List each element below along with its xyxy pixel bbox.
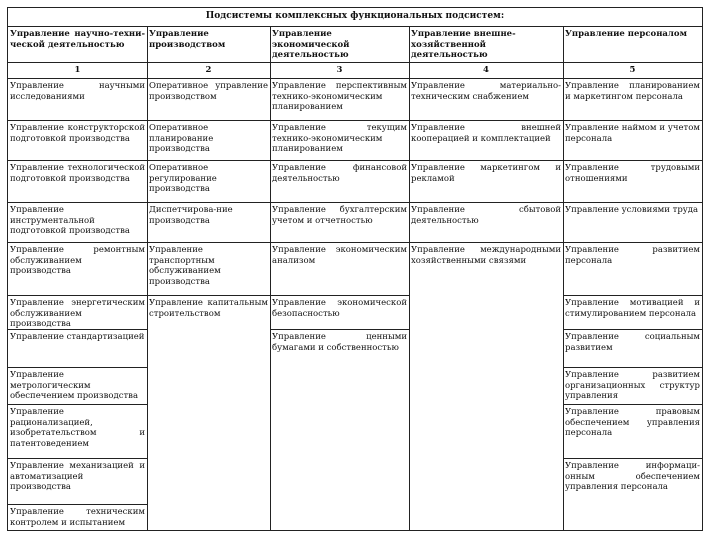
table-rule xyxy=(409,160,563,161)
table-cell: Управление капитальным строительством xyxy=(149,298,268,319)
table-rule xyxy=(147,295,270,296)
table-cell: Управление конструкторской подготовкой производства xyxy=(10,123,145,144)
table-title: Подсистемы комплексных функциональных подсистем: xyxy=(205,11,505,21)
table-cell: Управление мотивацией и стимулированием персонала xyxy=(565,298,700,319)
table-cell: Оперативное управление производством xyxy=(149,81,268,102)
table-cell: Управление ценными бумагами и собственностью xyxy=(272,332,407,353)
table-cell: Управление трудовыми отношениями xyxy=(565,163,700,184)
table-cell: Управление рационализацией, изобретательством и патентоведением xyxy=(10,407,145,449)
table-cell: Управление правовым обеспечением управления персонала xyxy=(565,407,700,438)
table-rule xyxy=(147,242,270,243)
table-cell: Управление условиями труда xyxy=(565,205,699,215)
table-cell: Управление экономической безопасностью xyxy=(272,298,407,319)
table-cell: Управление стандартизацией xyxy=(10,332,145,342)
table-rule xyxy=(270,120,409,121)
column-number: 1 xyxy=(74,65,81,75)
table-cell: Управление транспортным обслуживанием производства xyxy=(149,245,221,287)
table-rule xyxy=(8,120,147,121)
table-cell: Управление планированием и маркетингом персонала xyxy=(565,81,700,102)
table-cell: Управление технологической подготовкой производства xyxy=(10,163,145,184)
column-header: Управление производством xyxy=(149,29,226,50)
table-rule xyxy=(563,367,702,368)
table-cell: Управление механизацией и автоматизацией производства xyxy=(10,461,145,492)
table-rule xyxy=(563,458,702,459)
table-cell: Диспетчирова-ние производства xyxy=(149,205,233,226)
table-cell: Управление сбытовой деятельностью xyxy=(411,205,561,226)
table-rule xyxy=(270,160,409,161)
table-cell: Управление ремонтным обслуживанием производства xyxy=(10,245,145,276)
table-cell: Управление маркетингом и рекламой xyxy=(411,163,561,184)
column-number: 4 xyxy=(483,65,489,75)
table-rule xyxy=(8,329,147,330)
table-rule xyxy=(147,160,270,161)
table-rule xyxy=(563,404,702,405)
table-cell: Управление международными хозяйственными связями xyxy=(411,245,561,266)
table-rule xyxy=(8,62,702,63)
column-number: 5 xyxy=(629,65,636,75)
table-rule xyxy=(8,26,702,27)
table-cell: Управление развитием организационных структур управления xyxy=(565,370,700,401)
table-cell: Управление перспективным технико-экономическим планированием xyxy=(272,81,407,112)
column-number: 3 xyxy=(336,65,343,75)
table-rule xyxy=(8,160,147,161)
table-cell: Управление материально-техническим снабжением xyxy=(411,81,561,102)
table-rule xyxy=(8,404,147,405)
table-cell: Оперативное планирование производства xyxy=(149,123,214,154)
table-rule xyxy=(409,242,563,243)
table-rule xyxy=(270,329,409,330)
table-rule xyxy=(8,504,147,505)
table-cell: Управление внешней кооперацией и комплектацией xyxy=(411,123,561,144)
column-header: Управление научно-техни-ческой деятельностью xyxy=(10,29,145,50)
table-cell: Оперативное регулирование производства xyxy=(149,163,217,194)
table-cell: Управление финансовой деятельностью xyxy=(272,163,407,184)
table-cell: Управление бухгалтерским учетом и отчетностью xyxy=(272,205,407,226)
table-rule xyxy=(8,202,147,203)
table-cell: Управление текущим технико-экономическим планированием xyxy=(272,123,407,154)
table-cell: Управление инструментальной подготовкой производства xyxy=(10,205,130,236)
table-rule xyxy=(563,160,702,161)
table-rule xyxy=(270,242,409,243)
column-header: Управление экономической деятельностью xyxy=(272,29,350,60)
table-rule xyxy=(8,458,147,459)
table-cell: Управление метрологическим обеспечением производства xyxy=(10,370,139,401)
table-cell: Управление развитием персонала xyxy=(565,245,700,266)
table-rule xyxy=(270,202,409,203)
table-rule xyxy=(8,242,147,243)
table-rule xyxy=(563,242,702,243)
table-rule xyxy=(563,120,702,121)
column-header: Управление внешне-хозяйственной деятельностью xyxy=(411,29,516,60)
column-header: Управление персоналом xyxy=(565,29,687,39)
table-cell: Управление научными исследованиями xyxy=(10,81,145,102)
table-rule xyxy=(409,120,563,121)
table-rule xyxy=(409,202,563,203)
table-rule xyxy=(563,202,702,203)
table-rule xyxy=(147,120,270,121)
table-rule xyxy=(8,295,147,296)
table-rule xyxy=(8,367,147,368)
table-rule xyxy=(8,78,702,79)
table-rule xyxy=(563,329,702,330)
table-rule xyxy=(147,202,270,203)
table-rule xyxy=(563,295,702,296)
table-cell: Управление социальным развитием xyxy=(565,332,700,353)
table-cell: Управление экономическим анализом xyxy=(272,245,407,266)
table-rule xyxy=(270,295,409,296)
subsystems-table xyxy=(7,7,703,531)
table-cell: Управление информаци-онным обеспечением управления персонала xyxy=(565,461,700,492)
column-number: 2 xyxy=(205,65,212,75)
table-cell: Управление техническим контролем и испытанием xyxy=(10,507,145,528)
table-cell: Управление энергетическим обслуживанием производства xyxy=(10,298,145,329)
table-cell: Управление наймом и учетом персонала xyxy=(565,123,700,144)
